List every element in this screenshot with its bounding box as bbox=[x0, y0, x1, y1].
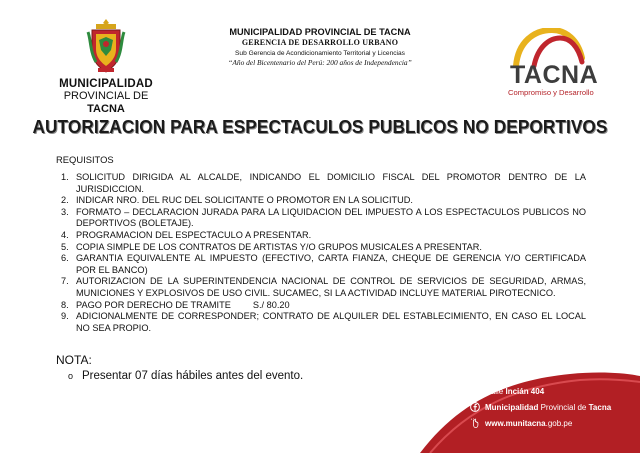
list-item: 9. ADICIONALMENTE DE CORRESPONDER; CONTRATO DE ALQUILER DEL ESTABLECIMIENTO, EN CASO EL LOCAL NO SEA PROPIO. bbox=[61, 311, 586, 333]
department-name: GERENCIA DE DESARROLLO URBANO bbox=[241, 38, 399, 47]
list-item: 2. INDICAR NRO. DEL RUC DEL SOLICITANTE O PROMOTOR EN LA SOLICITUD. bbox=[61, 195, 413, 206]
list-item: 3. FORMATO – DECLARACION JURADA PARA LA LIQUIDACION DEL IMPUESTO A LOS ESPECTACULOS PUBLICOS NO DEPORTIVOS (BOLETAJE). bbox=[61, 206, 586, 229]
fee-amount: S./ 80.20 bbox=[252, 299, 290, 310]
note-label: NOTA: bbox=[56, 353, 92, 367]
brand-name: TACNA bbox=[510, 61, 599, 89]
list-item: 8. PAGO POR DERECHO DE TRAMITE S./ 80.20 bbox=[61, 299, 290, 310]
municipal-logo bbox=[46, 18, 166, 116]
logo-name-line1: MUNICIPALIDAD bbox=[59, 78, 153, 90]
list-item: 4. PROGRAMACION DEL ESPECTACULO A PRESENTAR. bbox=[61, 229, 312, 240]
footer-facebook[interactable]: Municipalidad Provincial de Tacna bbox=[470, 402, 640, 413]
requirements-label: REQUISITOS bbox=[56, 154, 114, 165]
list-item: 5. COPIA SIMPLE DE LOS CONTRATOS DE ARTISTAS Y/O GRUPOS MUSICALES A PRESENTAR. bbox=[61, 241, 482, 252]
page-title: AUTORIZACION PARA ESPECTACULOS PUBLICOS NO DEPORTIVOS bbox=[32, 116, 608, 137]
institution-name: MUNICIPALIDAD PROVINCIAL DE TACNA bbox=[229, 27, 411, 37]
footer-address: Calle Incián 404 bbox=[470, 386, 640, 397]
coat-of-arms-icon bbox=[86, 18, 126, 74]
note-item: o Presentar 07 días hábiles antes del evento. bbox=[68, 370, 304, 382]
sub-department-name: Sub Gerencia de Acondicionamiento Territorial y Licencias bbox=[235, 50, 405, 57]
year-motto: “Año del Bicentenario del Perú: 200 años de Independencia” bbox=[228, 58, 412, 67]
page-header bbox=[0, 0, 640, 115]
list-item: 6. GARANTIA EQUIVALENTE AL IMPUESTO (EFECTIVO, CARTA FIANZA, CHEQUE DE GERENCIA Y/O CERTIFICADA POR EL BANCO) bbox=[61, 253, 586, 275]
list-item: 7. AUTORIZACION DE LA SUPERINTENDENCIA NACIONAL DE CONTROL DE SERVICIOS DE SEGURIDAD, ARMAS, MUNICIONES Y EXPLOSIVOS DE USO CIVIL. SUCAMEC, SI LA ACTIVIDAD INCLUYE MATERIAL PIROTECNICO. bbox=[61, 276, 586, 298]
facebook-icon bbox=[470, 402, 480, 412]
list-item: 1. SOLICITUD DIRIGIDA AL ALCALDE, INDICANDO EL DOMICILIO FISCAL DEL PROMOTOR DENTRO DE LA JURISDICCION. bbox=[61, 172, 586, 194]
requirements-list bbox=[56, 172, 586, 334]
bullet-icon: o bbox=[68, 371, 74, 381]
brand-tagline: Compromiso y Desarrollo bbox=[508, 88, 594, 97]
institution-heading bbox=[190, 27, 450, 68]
tacna-brand-logo bbox=[494, 28, 612, 100]
mouse-click-icon bbox=[470, 418, 480, 428]
logo-name-line2: PROVINCIAL DE TACNA bbox=[63, 90, 149, 115]
footer-website[interactable]: www.munitacna.gob.pe bbox=[470, 418, 640, 429]
location-pin-icon bbox=[470, 386, 480, 396]
